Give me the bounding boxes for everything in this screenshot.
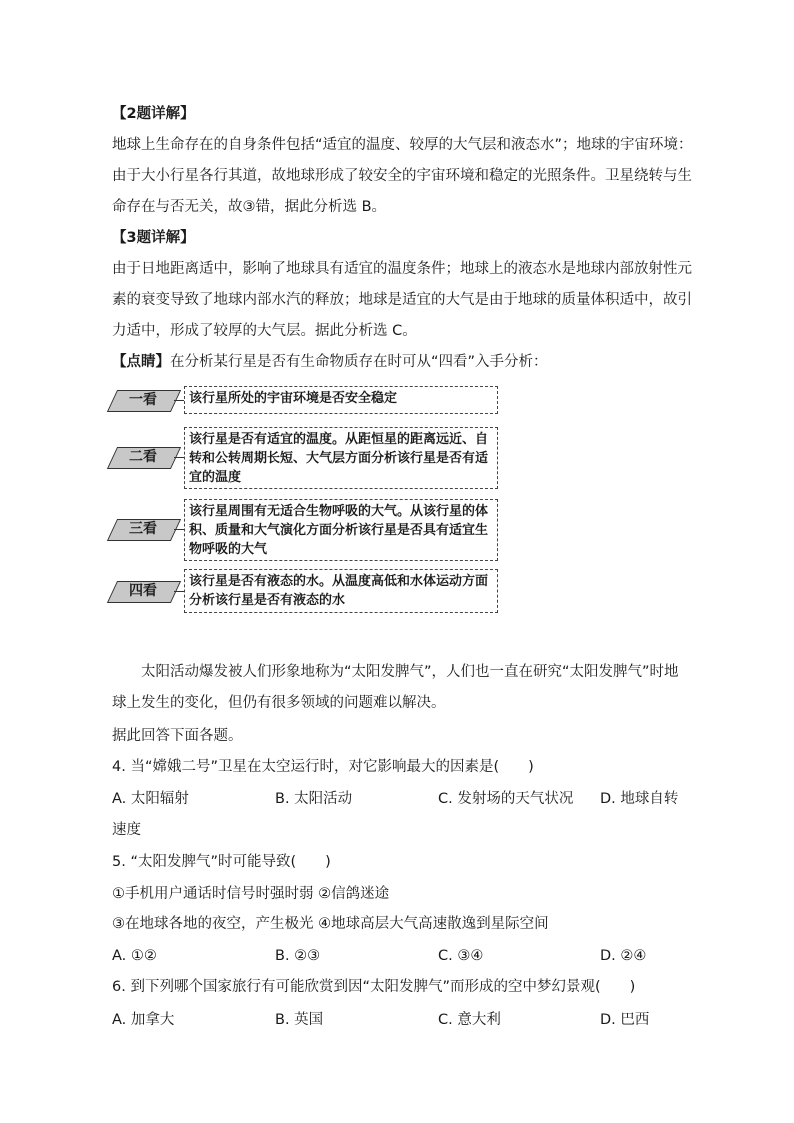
q6-stem: 6. 到下列哪个国家旅行有可能欣赏到因“太阳发脾气”而形成的空中梦幻景观( ) <box>112 979 636 995</box>
q6-option-b: B. 英国 <box>275 1012 324 1028</box>
section2-heading: 【2题详解】 <box>112 106 195 122</box>
section3-line-1: 由于日地距离适中，影响了地球具有适宜的温度条件；地球上的液态水是地球内部放射性元 <box>112 261 692 277</box>
passage-line-1: 太阳活动爆发被人们形象地称为“太阳发脾气”，人们也一直在研究“太阳发脾气”时地 <box>141 664 679 680</box>
q4-option-a: A. 太阳辐射 <box>112 791 189 807</box>
section2-line-2: 由于大小行星各行其道，故地球形成了较安全的宇宙环境和稳定的光照条件。卫星绕转与生 <box>112 168 692 184</box>
diagram-connector <box>174 457 184 458</box>
diagram-tag-1: 一看 <box>129 392 157 408</box>
section3-line-2: 素的衰变导致了地球内部水汽的释放；地球是适宜的大气是由于地球的质量体积适中，故引 <box>112 292 692 308</box>
q4-option-d: D. 地球自转 <box>600 791 679 807</box>
q6-option-c: C. 意大利 <box>438 1012 501 1028</box>
q4-option-c: C. 发射场的天气状况 <box>438 791 574 807</box>
diagram-tag-2: 二看 <box>129 449 157 465</box>
diagram-tag-4: 四看 <box>129 583 157 599</box>
section2-line-1: 地球上生命存在的自身条件包括“适宜的温度、较厚的大气层和液态水”；地球的宇宙环境： <box>112 137 693 153</box>
diagram-row-2 <box>112 427 502 489</box>
section2-line-3: 命存在与否无关，故③错，据此分析选 B。 <box>112 199 387 215</box>
diagram-box-3: 该行星周围有无适合生物呼吸的大气。从该行星的体积、质量和大气演化方面分析该行星是否具有适宜生物呼吸的大气 <box>184 499 498 561</box>
q4-stem: 4. 当“嫦娥二号”卫星在太空运行时，对它影响最大的因素是( ) <box>112 759 534 775</box>
diagram-connector <box>174 591 184 592</box>
q5-items-2: ③在地球各地的夜空，产生极光 ④地球高层大气高速散逸到星际空间 <box>112 916 549 932</box>
section3-heading: 【3题详解】 <box>112 230 195 246</box>
q5-option-c: C. ③④ <box>438 948 484 964</box>
diagram-connector <box>174 400 184 401</box>
diagram-connector <box>174 529 184 530</box>
q5-stem: 5. “太阳发脾气”时可能导致( ) <box>112 854 331 870</box>
diagram-box-2: 该行星是否有适宜的温度。从距恒星的距离远近、自转和公转周期长短、大气层方面分析该行星是否有适宜的温度 <box>184 427 498 489</box>
tip-line <box>112 352 548 372</box>
diagram-row-3 <box>112 499 502 561</box>
q5-items-1: ①手机用户通话时信号时强时弱 ②信鸽迷途 <box>112 886 390 902</box>
tip-label: 【点睛】 <box>112 354 170 370</box>
q6-option-d: D. 巴西 <box>600 1012 650 1028</box>
diagram-box-1: 该行星所处的宇宙环境是否安全稳定 <box>184 386 498 414</box>
passage-line-3: 据此回答下面各题。 <box>112 728 243 744</box>
q4-option-b: B. 太阳活动 <box>275 791 353 807</box>
tip-text: 在分析某行星是否有生命物质存在时可从“四看”入手分析： <box>170 354 548 370</box>
q5-option-d: D. ②④ <box>600 948 647 964</box>
q5-option-b: B. ②③ <box>275 948 321 964</box>
q4-option-d-continuation: 速度 <box>112 822 141 838</box>
diagram-row-4 <box>112 569 502 613</box>
diagram-row-1 <box>112 385 502 415</box>
diagram-box-4: 该行星是否有液态的水。从温度高低和水体运动方面分析该行星是否有液态的水 <box>184 569 498 613</box>
section3-line-3: 力适中，形成了较厚的大气层。据此分析选 C。 <box>112 323 417 339</box>
four-looks-diagram <box>112 385 502 615</box>
diagram-tag-3: 三看 <box>129 521 157 537</box>
q6-option-a: A. 加拿大 <box>112 1012 175 1028</box>
q5-option-a: A. ①② <box>112 948 157 964</box>
passage-line-2: 球上发生的变化，但仍有很多领域的问题难以解决。 <box>112 695 446 711</box>
